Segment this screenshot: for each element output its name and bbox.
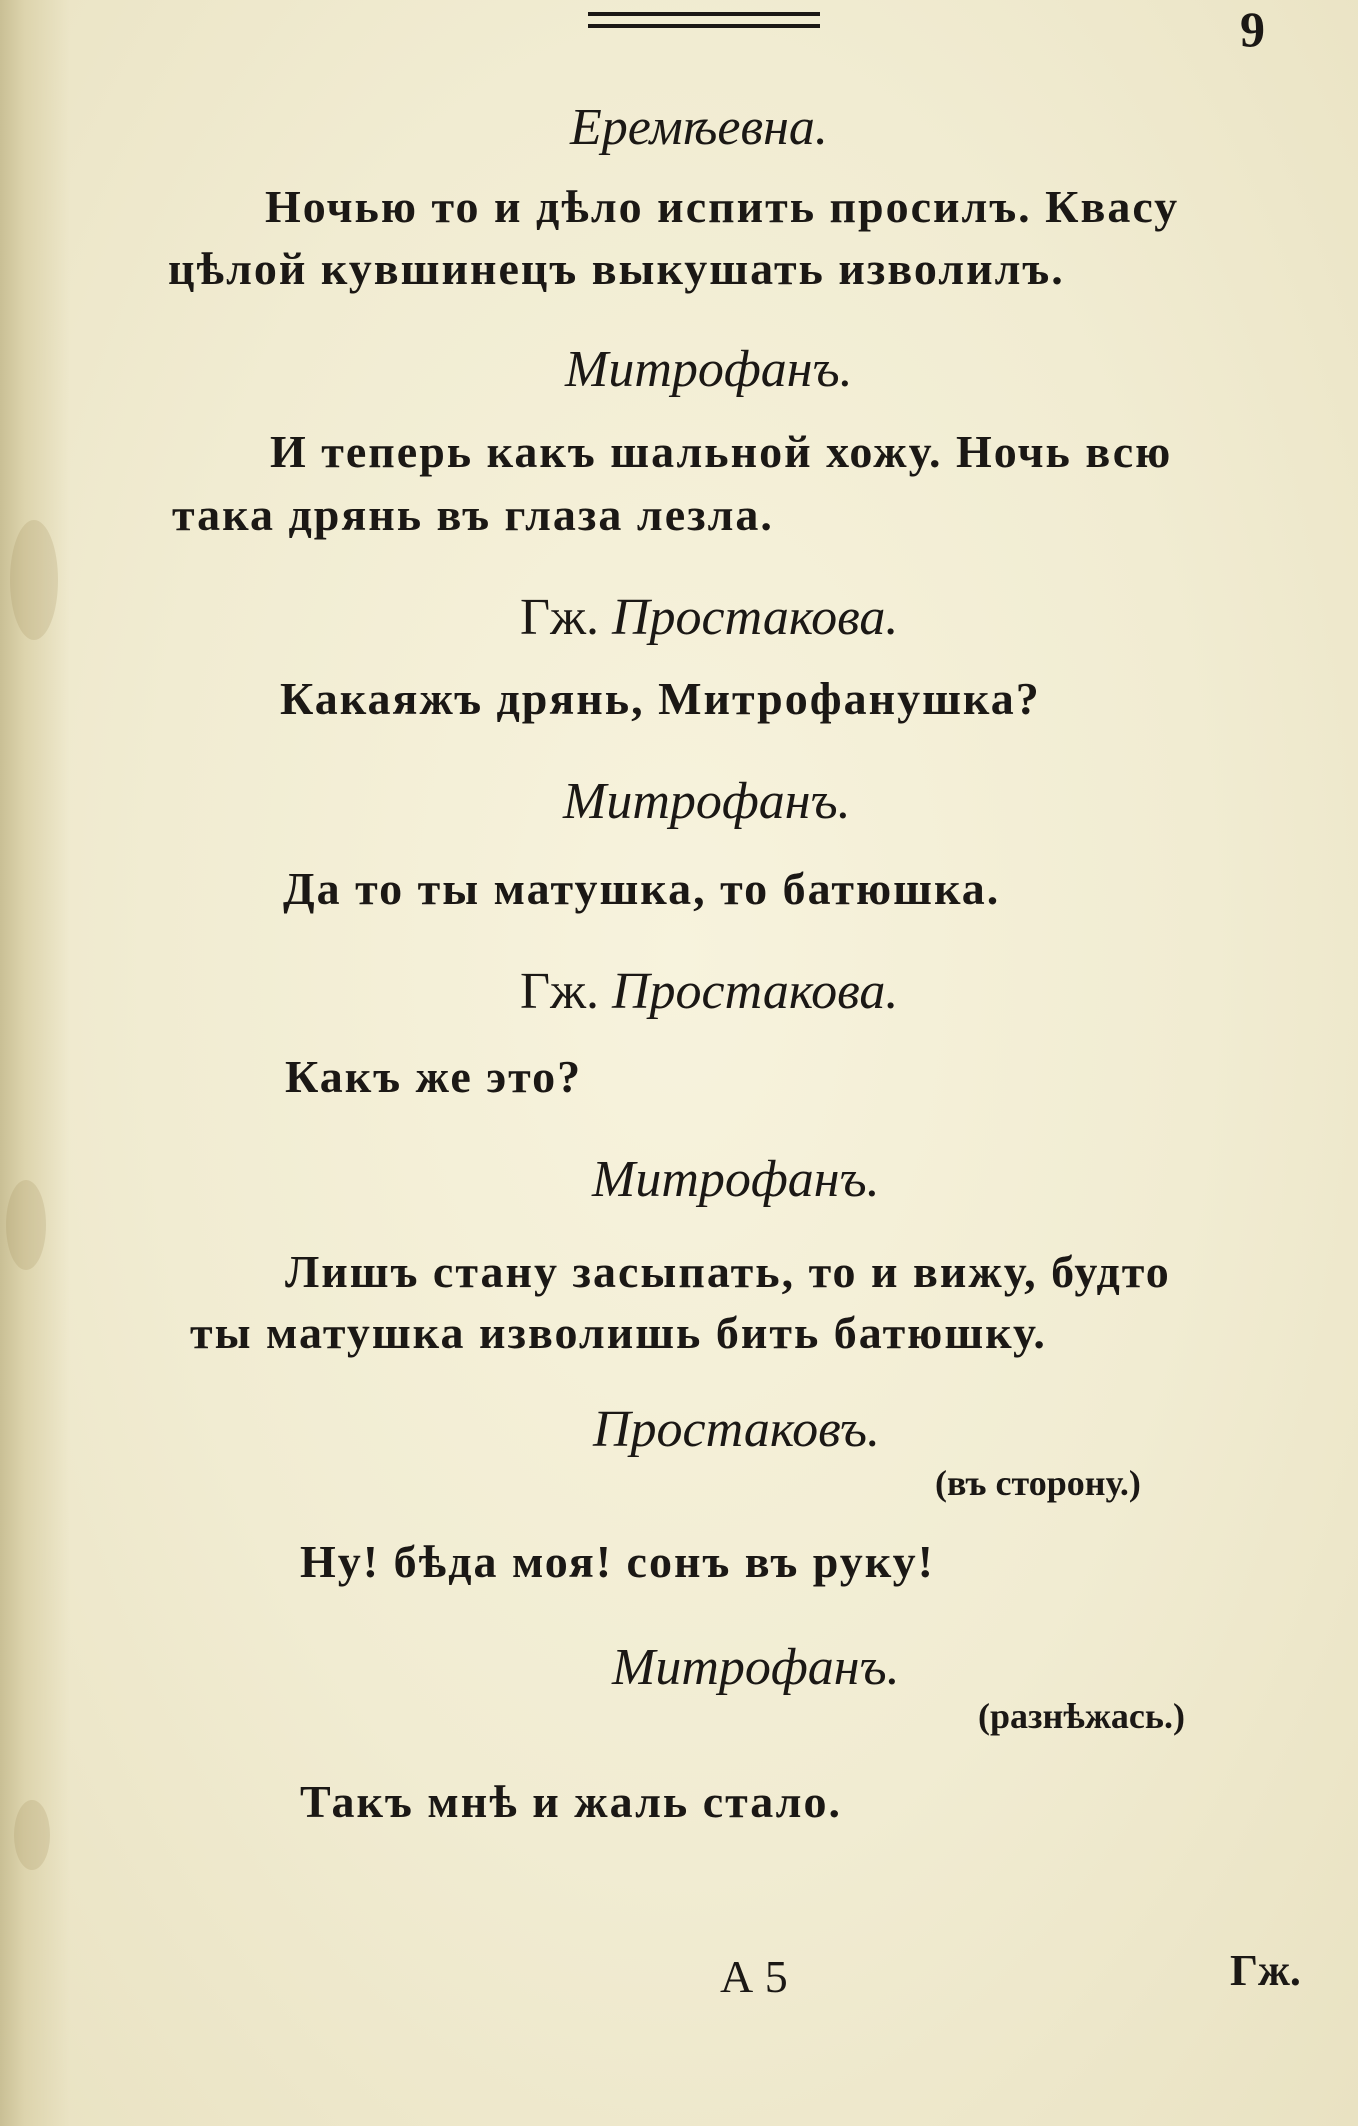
speaker-name: Митрофанъ. xyxy=(565,341,853,398)
speaker-prefix: Гж. xyxy=(520,963,599,1020)
paper-stain xyxy=(10,520,58,640)
speaker-name: Митрофанъ. xyxy=(563,773,851,830)
text-line: цѣлой кувшинецъ выкушать изволилъ. xyxy=(168,243,1065,294)
header-rule xyxy=(588,24,820,28)
text-line: Да то ты матушка, то батюшка. xyxy=(283,863,1001,914)
text-line: Какъ же это? xyxy=(285,1051,583,1102)
paper-stain xyxy=(14,1800,50,1870)
text-line: Ну! бѣда моя! сонъ въ руку! xyxy=(300,1536,935,1587)
text-line: Лишъ стану засыпать, то и вижу, будто xyxy=(285,1246,1171,1297)
page-number: 9 xyxy=(1240,1,1265,57)
speaker-prefix: Гж. xyxy=(520,589,599,646)
speaker-name xyxy=(520,588,898,647)
speaker-name: Простаковъ. xyxy=(593,1401,881,1458)
speaker-name: Еремѣевна. xyxy=(570,99,828,156)
speaker-name: Митрофанъ. xyxy=(612,1639,900,1696)
speaker-surname: Простакова. xyxy=(612,963,899,1020)
text-line: ты матушка изволишь бить батюшку. xyxy=(190,1307,1047,1358)
speaker-name: Митрофанъ. xyxy=(592,1151,880,1208)
catchword: Гж. xyxy=(1230,1946,1301,1995)
text-line: Такъ мнѣ и жаль стало. xyxy=(300,1776,842,1827)
text-line: Ночью то и дѣло испить просилъ. Квасу xyxy=(265,181,1180,232)
speaker-surname: Простакова. xyxy=(612,589,899,646)
paper-stain xyxy=(6,1180,46,1270)
stage-direction: (въ сторону.) xyxy=(935,1463,1141,1503)
speaker-name xyxy=(520,962,898,1021)
stage-direction: (разнѣжась.) xyxy=(978,1696,1185,1736)
text-line: Какаяжъ дрянь, Митрофанушка? xyxy=(280,673,1041,724)
header-rule xyxy=(588,12,820,16)
signature-mark: А 5 xyxy=(720,1951,788,2002)
text-line: И теперь какъ шальной хожу. Ночь всю xyxy=(270,426,1173,477)
text-line: така дрянь въ глаза лезла. xyxy=(172,489,774,540)
